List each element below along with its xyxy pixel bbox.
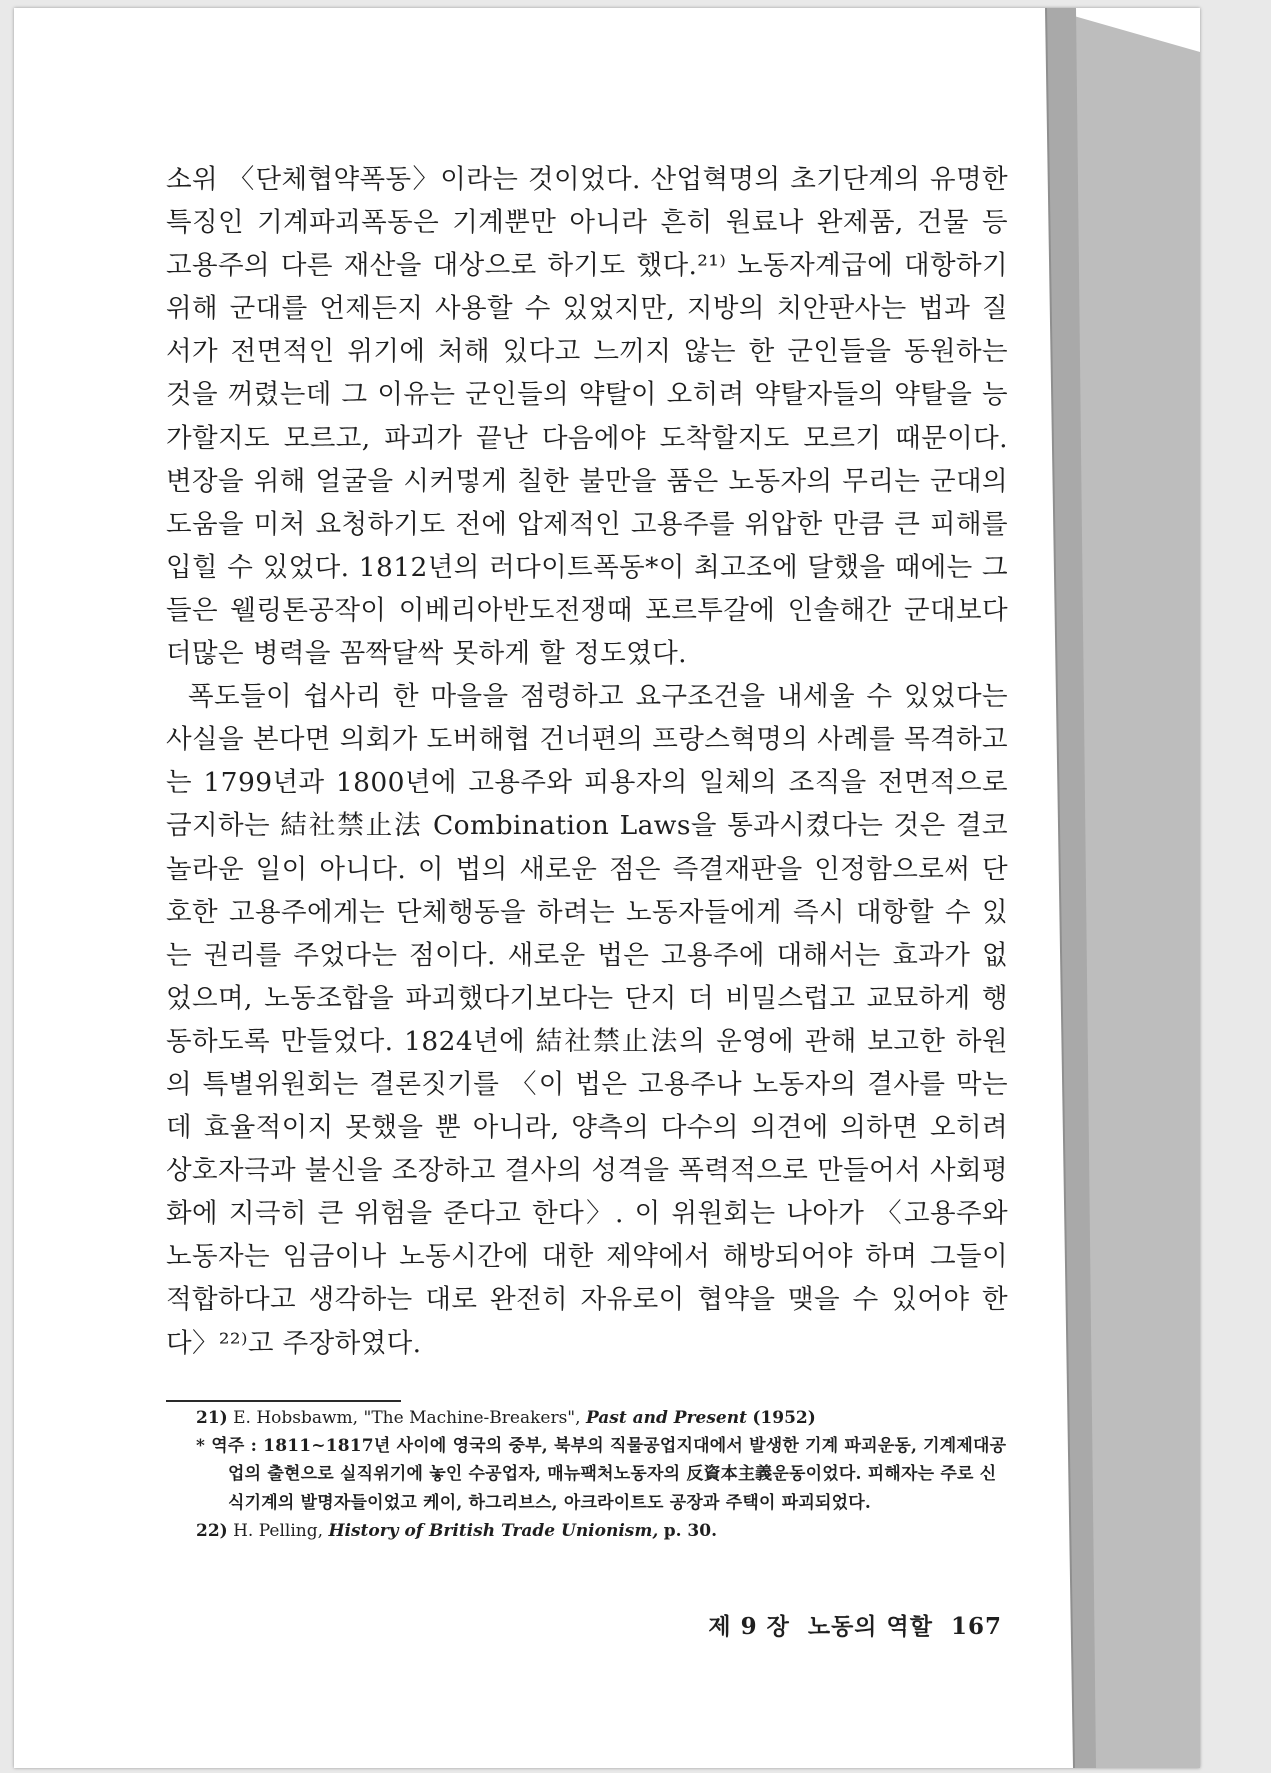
footnote-22-author: H. Pelling, (233, 1520, 324, 1541)
footnote-21-year: (1952) (752, 1408, 816, 1428)
main-body-text (166, 158, 1008, 1365)
translator-note: * 역주 : 1811~1817년 사이에 영국의 중부, 북부의 직물공업지대에서 발생한 기계 파괴운동, 기계제대공업의 출현으로 실직위기에 놓인 수공업자, 매뉴팩처노동자의 反資本主義운동이었다. 피해자는 주로 신식기계의 발명자들이었고 케이, 하그리브스, 아크라이트도 공장과 주택이 파괴되었다. (196, 1436, 1007, 1513)
footer-chapter-title: 노동의 역할 (807, 1613, 933, 1640)
footnote-separator-rule (166, 1400, 401, 1402)
footnote-21-number: 21) (196, 1408, 228, 1428)
footnote-22-page: p. 30. (663, 1520, 717, 1541)
footnote-22-number: 22) (196, 1520, 228, 1541)
footnote-22 (196, 1517, 1008, 1545)
page-number: 167 (950, 1613, 1002, 1640)
footnote-21-journal: Past and Present (585, 1408, 747, 1428)
footnote-22-title: History of British Trade Unionism, (328, 1520, 659, 1541)
footnote-21-article: "The Machine-Breakers", (363, 1408, 581, 1428)
running-footer (660, 1608, 1002, 1641)
footnote-21 (196, 1404, 1008, 1432)
body-paragraph-2: 폭도들이 쉽사리 한 마을을 점령하고 요구조건을 내세울 수 있었다는 사실을 본다면 의회가 도버해협 건너편의 프랑스혁명의 사례를 목격하고는 1799년과 1800년에 고용주와 피용자의 일체의 조직을 전면적으로 금지하는 結社禁止法 Combination Laws을 통과시켰다는 것은 결코 놀라운 일이 아니다. 이 법의 새로운 점은 즉결재판을 인정함으로써 단호한 고용주에게는 단체행동을 하려는 노동자들에게 즉시 대항할 수 있는 권리를 주었다는 점이다. 새로운 법은 고용주에 대해서는 효과가 없었으며, 노동조합을 파괴했다기보다는 단지 더 비밀스럽고 교묘하게 행동하도록 만들었다. 1824년에 結社禁止法의 운영에 관해 보고한 하원의 특별위원회는 결론짓기를 〈이 법은 고용주나 노동자의 결사를 막는 데 효율적이지 못했을 뿐 아니라, 양측의 다수의 의견에 의하면 오히려 상호자극과 불신을 조장하고 결사의 성격을 폭력적으로 만들어서 사회평화에 지극히 큰 위험을 준다고 한다〉. 이 위원회는 나아가 〈고용주와 노동자는 임금이나 노동시간에 대한 제약에서 해방되어야 하며 그들이 적합하다고 생각하는 대로 완전히 자유로이 협약을 맺을 수 있어야 한다〉²²⁾고 주장하였다. (166, 681, 1008, 1359)
footer-chapter: 제 9 장 (708, 1613, 790, 1640)
footnotes-block (196, 1404, 1008, 1545)
body-paragraph-1: 소위 〈단체협약폭동〉이라는 것이었다. 산업혁명의 초기단계의 유명한 특징인 기계파괴폭동은 기계뿐만 아니라 흔히 원료나 완제품, 건물 등 고용주의 다른 재산을 대상으로 하기도 했다.²¹⁾ 노동자계급에 대항하기 위해 군대를 언제든지 사용할 수 있었지만, 지방의 치안판사는 법과 질서가 전면적인 위기에 처해 있다고 느끼지 않는 한 군인들을 동원하는 것을 꺼렸는데 그 이유는 군인들의 약탈이 오히려 약탈자들의 약탈을 능가할지도 모르고, 파괴가 끝난 다음에야 도착할지도 모르기 때문이다. 변장을 위해 얼굴을 시커멓게 칠한 불만을 품은 노동자의 무리는 군대의 도움을 미처 요청하기도 전에 압제적인 고용주를 위압한 만큼 큰 피해를 입힐 수 있었다. 1812년의 러다이트폭동*이 최고조에 달했을 때에는 그들은 웰링톤공작이 이베리아반도전쟁때 포르투갈에 인솔해간 군대보다 더많은 병력을 꼼짝달싹 못하게 할 정도였다. (166, 164, 1008, 670)
footnote-21-author: E. Hobsbawm, (233, 1408, 359, 1428)
